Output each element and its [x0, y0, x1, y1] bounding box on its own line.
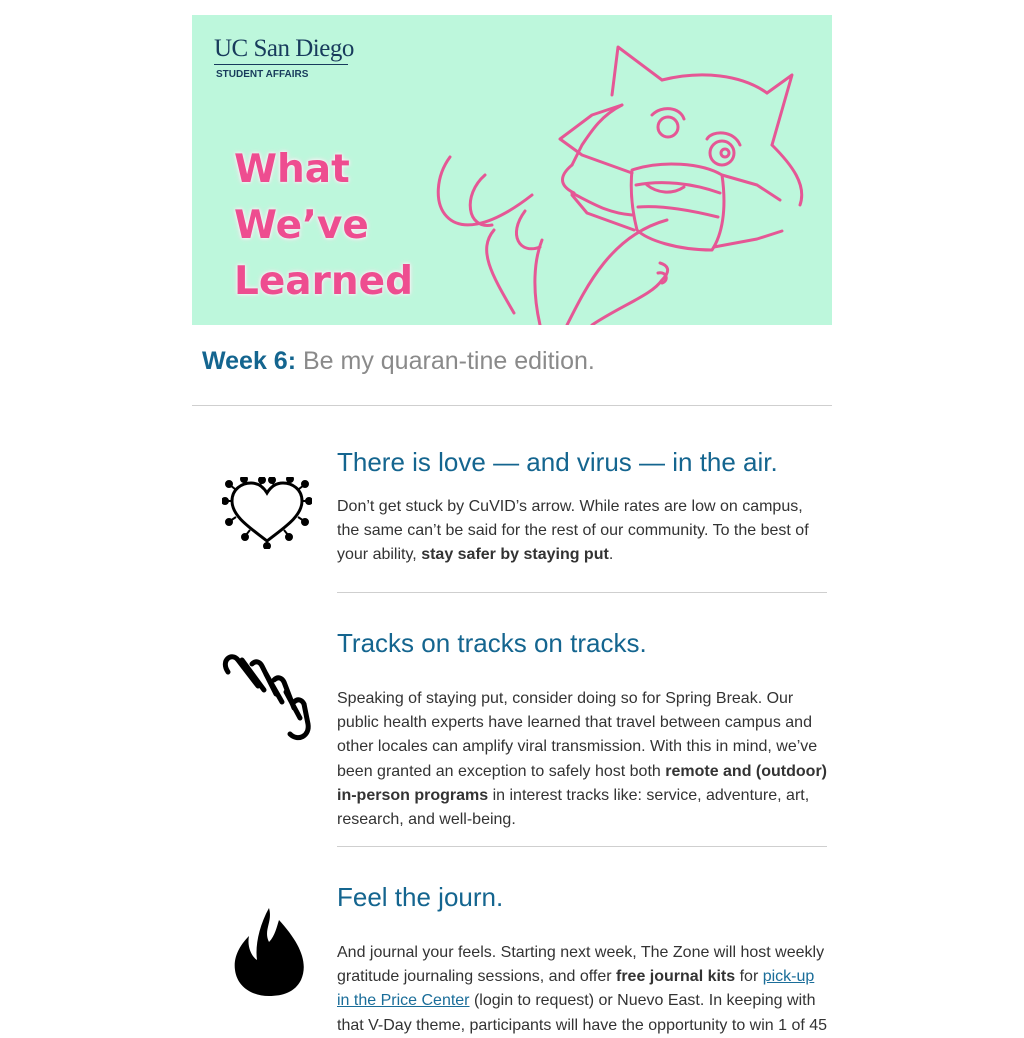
section-title: Feel the journ. [337, 882, 504, 912]
body-bold: remote and (outdoor) in-person programs [337, 762, 827, 804]
section-body [337, 495, 829, 568]
hero-title-line: Learned [234, 259, 413, 304]
body-text: for [735, 968, 763, 986]
body-bold: free journal kits [616, 968, 736, 986]
week-label: Week 6: [202, 347, 297, 375]
divider [337, 592, 827, 593]
section-body [337, 687, 829, 832]
body-text: Don’t get stuck by CuVID’s arrow. While rates are low on campus, the same can’t be said for the rest of our community. To the best of your ability, [337, 498, 809, 564]
body-bold: stay safer by staying put [421, 546, 609, 564]
flame-icon [229, 906, 307, 998]
logo-wordmark: UC San Diego [214, 35, 354, 62]
logo-rule [214, 64, 348, 65]
virus-heart-icon [222, 477, 312, 549]
week-subtitle: Be my quaran-tine edition. [302, 347, 595, 375]
body-text: (login to request) or Nuevo East. In keeping with that V-Day theme, participants will have the opportunity to win 1 of 45 [337, 992, 828, 1034]
divider [192, 405, 832, 406]
logo-subtitle: STUDENT AFFAIRS [216, 69, 309, 80]
body-text: Speaking of staying put, consider doing so for Spring Break. Our public health experts have learned that travel between campus and other locales can amplify viral transmission. With this in mind, we’ve been granted an exception to safely host both [337, 690, 818, 780]
section-title: Tracks on tracks on tracks. [337, 628, 647, 658]
hero-title-line: What [234, 147, 350, 192]
price-center-link[interactable]: pick-up in the Price Center [337, 968, 815, 1010]
coil-spring-icon [220, 650, 315, 745]
hero-banner [192, 15, 832, 325]
week-heading [202, 347, 595, 376]
section-title: There is love — and virus — in the air. [337, 447, 778, 477]
masked-cat-illustration [422, 35, 822, 325]
body-text: . [608, 546, 614, 564]
section-body [337, 941, 829, 1038]
ucsd-logo[interactable] [214, 35, 354, 80]
newsletter [192, 15, 832, 1034]
divider [337, 846, 827, 847]
body-text: in interest tracks like: service, adventure, art, research, and well-being. [337, 786, 810, 829]
body-text: And journal your feels. Starting next week, The Zone will host weekly gratitude journaling sessions, and offer [337, 944, 825, 986]
hero-title-line: We’ve [234, 203, 369, 248]
